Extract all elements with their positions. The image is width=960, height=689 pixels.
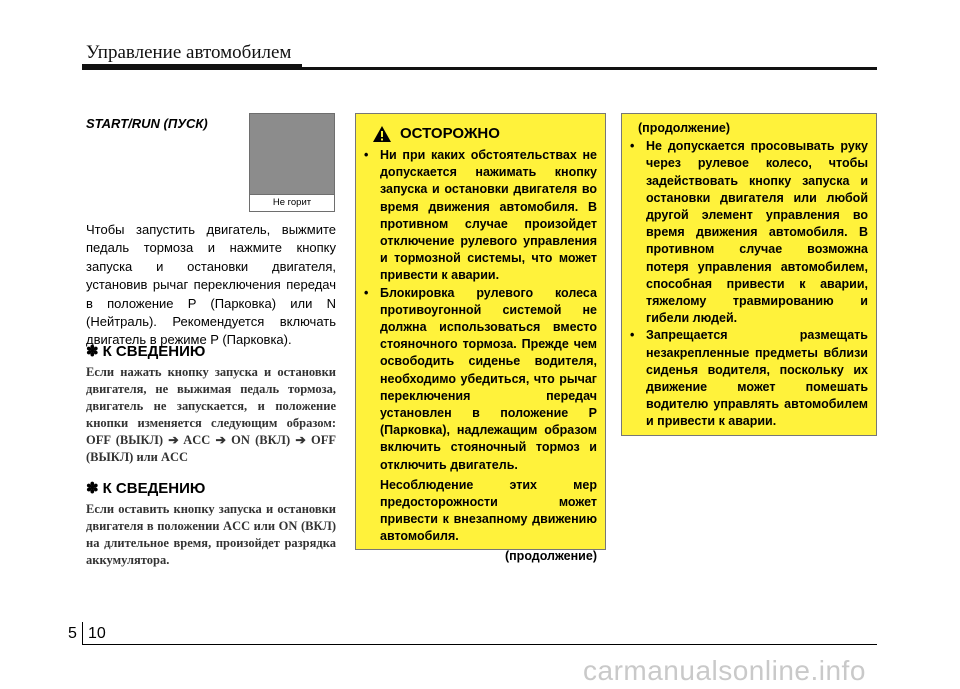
warning-title: [372, 125, 597, 143]
warning-title-label: ОСТОРОЖНО: [400, 125, 500, 143]
note-text-2: Если оставить кнопку запуска и остановки двигателя в положении ACC или ON (ВКЛ) на длительное время, произойдет разрядка аккумулятора.: [86, 502, 336, 567]
warning-triangle-icon: [372, 125, 392, 143]
indicator-caption: Не горит: [250, 194, 334, 211]
page-header-title: Управление автомобилем: [86, 42, 292, 63]
note-heading-label: К СВЕДЕНИЮ: [102, 480, 206, 497]
warning-bullet: [630, 138, 868, 327]
bullet-dot: •: [364, 285, 369, 300]
footer-rule: [82, 644, 877, 645]
note-text-1: Если нажать кнопку запуска и остановки двигателя, не выжимая педаль тормоза, двигатель не запускается, и положение кнопки изменяется следующим образом: OFF (ВЫКЛ) ➔ ACC ➔ ON (ВКЛ) ➔ OFF (ВЫКЛ) или ACC: [86, 365, 336, 464]
star-icon: ✽: [86, 480, 99, 497]
section-title: START/RUN (ПУСК): [86, 116, 208, 131]
page-number: 10: [88, 625, 106, 642]
warning-paragraph: Несоблюдение этих мер предосторожности может привести к внезапному движению автомобиля.: [380, 477, 597, 544]
star-icon: ✽: [86, 343, 99, 360]
warning-bullet: [364, 285, 597, 474]
warning-box: [355, 113, 606, 563]
header-rule: [82, 67, 877, 70]
continued-box-title: (продолжение): [638, 121, 731, 135]
bullet-dot: •: [364, 148, 369, 162]
note-heading-2: [86, 479, 205, 497]
note-heading-1: [86, 342, 205, 360]
chapter-number: 5: [68, 625, 77, 642]
note-heading-label: К СВЕДЕНИЮ: [102, 343, 206, 360]
bullet-dot: •: [630, 139, 635, 154]
watermark: carmanualsonline.info: [583, 655, 866, 686]
warning-bullet-text: Запрещается размещать незакрепленные предметы вблизи сиденья водителя, поскольку их движение может помешать водителю управлять автомобилем и привести к аварии.: [646, 328, 868, 429]
warning-bullet-text: Ни при каких обстоятельствах не допускается нажимать кнопку запуска и остановки двигателя во время движения автомобиля. В противном случае произойдет отключение рулевого управления и тормозной системы, что может привести к аварии.: [380, 148, 597, 283]
bullet-dot: •: [630, 328, 635, 343]
warning-bullet-text: Блокировка рулевого колеса противоугонной системой не должна использоваться вместо стояночного тормоза. Прежде чем освободить сиденье водителя, необходимо убедиться, что рычаг переключения передач установлен в положение P (Парковка), надлежащим образом включить стояночный тормоз и отключить двигатель.: [380, 285, 597, 472]
warning-bullet: [630, 327, 868, 430]
page-number-divider: [82, 622, 83, 644]
warning-bullet-text: Не допускается просовывать руку через рулевое колесо, чтобы задействовать кнопку запуска и остановки двигателя или любой другой элемент управления во время движения автомобиля. В противном случае возможна потеря управления автомобилем, способная привести к аварии, тяжелому травмированию и гибели людей.: [646, 139, 868, 326]
indicator-illustration: [249, 113, 335, 212]
warning-bullet: [364, 147, 597, 285]
body-text: Чтобы запустить двигатель, выжмите педаль тормоза и нажмите кнопку запуска и остановки двигателя, установив рычаг переключения передач в положение P (Парковка) или N (Нейтраль). Рекомендуется включать двигатель в режиме P (Парковка).: [86, 222, 336, 348]
warning-continued-box: [621, 113, 877, 436]
continued-label: (продолжение): [504, 548, 597, 563]
